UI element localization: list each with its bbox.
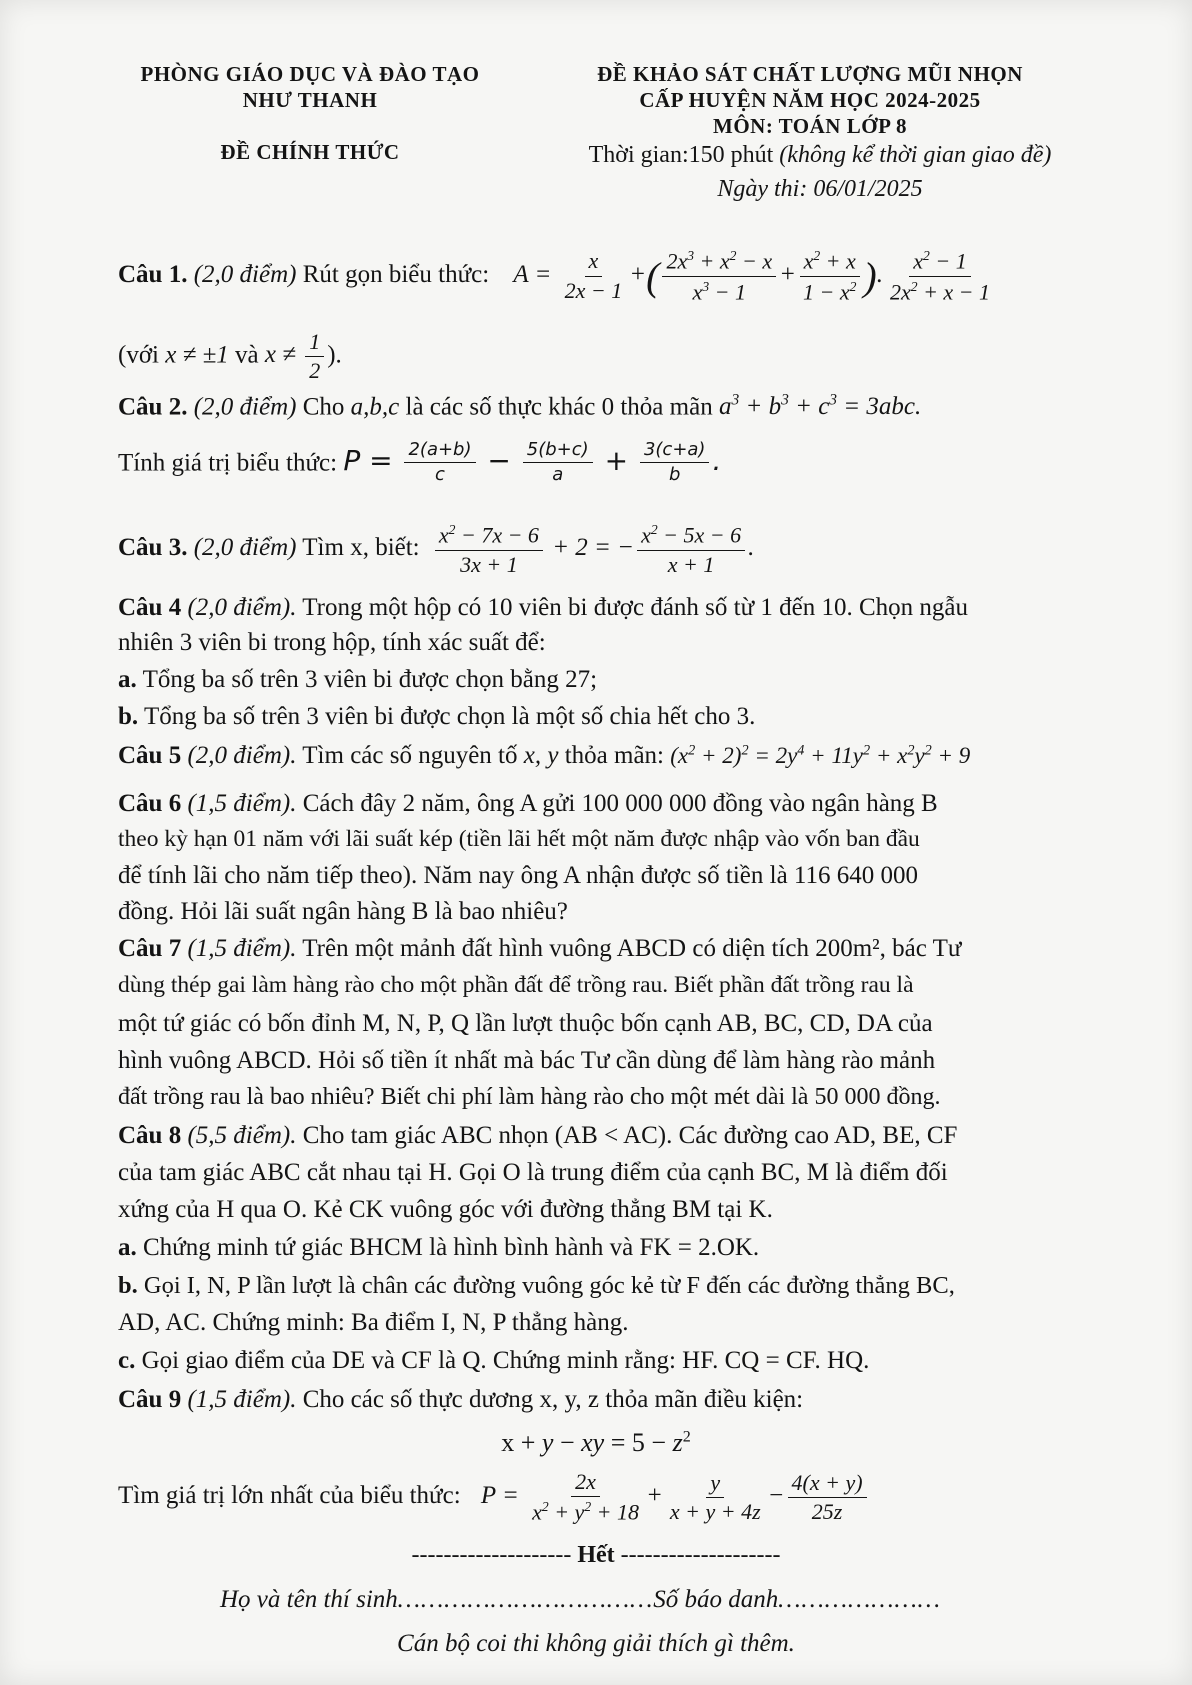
end-marker: -------------------- Hết -------------------- <box>411 1542 781 1568</box>
q4-part-a: a. Tổng ba số trên 3 viên bi được chọn bằng 27; <box>118 666 598 693</box>
question-3: Câu 3. (2,0 điểm) Tìm x, biết: $\frac{x^2 - 7x - 6}{3x + 1}$ + 2 = − $\frac{x^2 - 5x - 6}{x + 1}$ . <box>118 522 755 577</box>
question-5: Câu 5 (2,0 điểm). Tìm các số nguyên tố x, y thỏa mãn: $(x^2 + 2)^2 = 2y^4 + 11y^2 + x^2y^2 + 9$ <box>118 742 971 769</box>
q9-expression-line: Tìm giá trị lớn nhất của biểu thức: P = $\frac{2x}{x^2 + y^2 + 18}$ + $\frac{y}{x + y + 4z}$ − $\frac{4(x + y)}{25z}$ <box>118 1470 1078 1525</box>
q1-text: Rút gọn biểu thức: <box>302 260 490 288</box>
exam-time <box>530 142 1110 169</box>
q8-part-b-line-2: AD, AC. Chứng minh: Ba điểm I, N, P thẳng hàng. <box>118 1309 629 1336</box>
q8-part-a: a. Chứng minh tứ giác BHCM là hình bình hành và FK = 2.OK. <box>118 1234 760 1261</box>
proctor-note: Cán bộ coi thi không giải thích gì thêm. <box>397 1630 795 1657</box>
exam-title-line-1: ĐỀ KHẢO SÁT CHẤT LƯỢNG MŨI NHỌN <box>597 62 1023 86</box>
question-8: Câu 8 (5,5 điểm). Cho tam giác ABC nhọn (AB < AC). Các đường cao AD, BE, CF <box>118 1122 958 1149</box>
q8-part-b: b. Gọi I, N, P lần lượt là chân các đường vuông góc kẻ từ F đến các đường thẳng BC, <box>118 1272 955 1299</box>
question-4: Câu 4 (2,0 điểm). Trong một hộp có 10 viên bi được đánh số từ 1 đến 10. Chọn ngẫu <box>118 594 969 621</box>
q8-line-3: xứng của H qua O. Kẻ CK vuông góc với đường thẳng BM tại K. <box>118 1196 773 1223</box>
q1-label: Câu 1. <box>118 260 188 288</box>
exam-date: Ngày thi: 06/01/2025 <box>717 176 923 202</box>
q1-points: (2,0 điểm) <box>193 260 297 288</box>
question-1 <box>118 248 1078 304</box>
candidate-number-label: Số báo danh <box>653 1586 779 1613</box>
candidate-name-label: Họ và tên thí sinh <box>220 1586 398 1613</box>
q7-line-5: đất trồng rau là bao nhiêu? Biết chi phí làm hàng rào cho một mét dài là 50 000 đồng. <box>118 1084 941 1110</box>
q8-line-2: của tam giác ABC cắt nhau tại H. Gọi O là trung điểm của cạnh BC, M là điểm đối <box>118 1159 948 1186</box>
time-label: Thời gian:150 phút <box>588 142 774 168</box>
time-note: (không kể thời gian giao đề) <box>779 142 1052 168</box>
official-exam-label: ĐỀ CHÍNH THỨC <box>220 140 400 164</box>
q7-line-4: hình vuông ABCD. Hỏi số tiền ít nhất mà bác Tư cần dùng để làm hàng rào mảnh <box>118 1047 936 1074</box>
exam-subject: MÔN: TOÁN LỚP 8 <box>713 114 907 138</box>
q2-expression-line: Tính giá trị biểu thức: P = $\frac{2(a+b)}{c}$ − $\frac{5(b+c)}{a}$ + $\frac{3(c+a)}{b}$ . <box>118 439 722 485</box>
q4-line-2: nhiên 3 viên bi trong hộp, tính xác suất để: <box>118 629 546 656</box>
candidate-info: Họ và tên thí sinh……………………………Số báo danh………………… <box>220 1586 941 1613</box>
q4-part-b: b. Tổng ba số trên 3 viên bi được chọn là một số chia hết cho 3. <box>118 703 756 730</box>
department-line-2: NHƯ THANH <box>242 88 378 112</box>
question-7: Câu 7 (1,5 điểm). Trên một mảnh đất hình vuông ABCD có diện tích 200m², bác Tư <box>118 935 962 962</box>
q7-line-3: một tứ giác có bốn đỉnh M, N, P, Q lần lượt thuộc bốn cạnh AB, BC, CD, DA của <box>118 1010 933 1037</box>
department-line-1: PHÒNG GIÁO DỤC VÀ ĐÀO TẠO <box>140 62 480 86</box>
q6-line-4: đồng. Hỏi lãi suất ngân hàng B là bao nhiêu? <box>118 898 568 925</box>
question-2: Câu 2. (2,0 điểm) Cho a,b,c là các số thực khác 0 thỏa mãn $a^3 + b^3 + c^3 = 3abc$. <box>118 392 922 421</box>
q1-condition: (với x ≠ ±1 và x ≠ $\frac{1}{2}$ ). <box>118 329 342 384</box>
question-9: Câu 9 (1,5 điểm). Cho các số thực dương x, y, z thỏa mãn điều kiện: <box>118 1386 804 1413</box>
q6-line-3: để tính lãi cho năm tiếp theo). Năm nay ông A nhận được số tiền là 116 640 000 <box>118 862 918 889</box>
q6-line-2: theo kỳ hạn 01 năm với lãi suất kép (tiền lãi hết một năm được nhập vào vốn ban đầu <box>118 826 920 852</box>
q1-expression: A = $\frac{x}{2x - 1}$ +( $\frac{2x^3 + x^2 - x}{x^3 - 1}$ + $\frac{x^2 + x}{1 - x^2}$ ). $\frac{x^2 - 1}{2x^2 + x - 1}$ <box>513 248 991 304</box>
q8-part-c: c. Gọi giao điểm của DE và CF là Q. Chứng minh rằng: HF. CQ = CF. HQ. <box>118 1347 870 1374</box>
exam-title-line-2: CẤP HUYỆN NĂM HỌC 2024-2025 <box>639 88 981 112</box>
q7-line-2: dùng thép gai làm hàng rào cho một phần đất để trồng rau. Biết phần đất trồng rau là <box>118 972 914 998</box>
question-6: Câu 6 (1,5 điểm). Cách đây 2 năm, ông A gửi 100 000 000 đồng vào ngân hàng B <box>118 790 938 817</box>
q9-condition: x + y − xy = $5 - z^2$ <box>501 1428 691 1457</box>
